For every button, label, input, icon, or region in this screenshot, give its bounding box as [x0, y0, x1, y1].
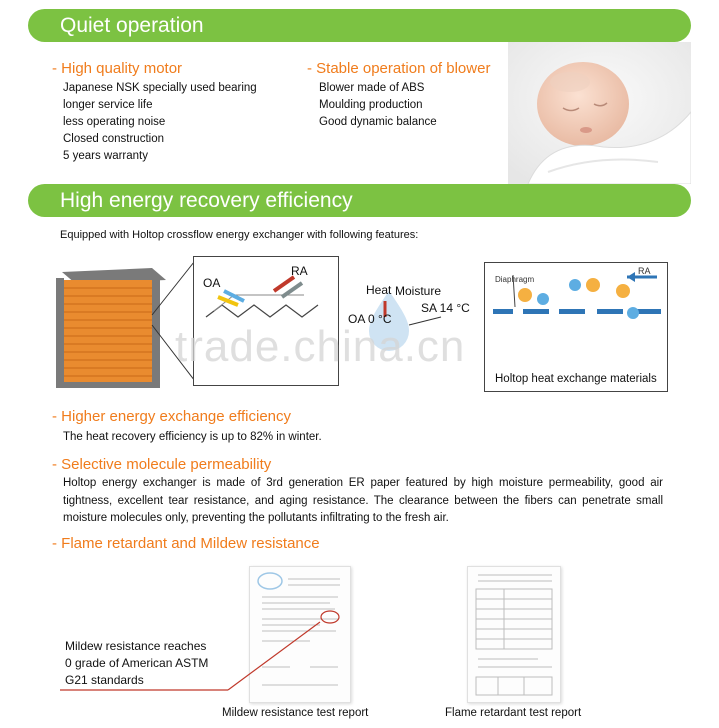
section-title: High energy recovery efficiency [60, 189, 353, 212]
feature-heading-motor: - High quality motor [52, 60, 183, 77]
list-item: less operating noise [63, 116, 166, 128]
ra-label-2: RA [638, 266, 651, 276]
sleeping-baby-image [508, 42, 691, 184]
materials-diagram [484, 262, 668, 392]
feature-text-efficiency: The heat recovery efficiency is up to 82% in winter. [63, 431, 322, 443]
section-banner-quiet [28, 9, 691, 42]
mildew-note-line: G21 standards [65, 673, 144, 687]
feature-heading-flame: - Flame retardant and Mildew resistance [52, 535, 320, 552]
heat-label: Heat [366, 283, 392, 297]
moisture-label: Moisture [395, 284, 442, 298]
sa-temp-label: SA 14 °C [421, 301, 470, 315]
flame-report-image [467, 566, 561, 703]
section-title: Quiet operation [60, 14, 204, 37]
mildew-note-line: Mildew resistance reaches [65, 639, 207, 653]
mildew-report-caption: Mildew resistance test report [222, 707, 369, 719]
oa-temp-label: OA 0 °C [348, 312, 392, 326]
diaphragm-label: Diaphragm [495, 275, 535, 284]
ra-label: RA [291, 264, 308, 278]
section-banner-energy [28, 184, 691, 217]
list-item: Closed construction [63, 133, 164, 145]
mildew-note-line: 0 grade of American ASTM [65, 656, 209, 670]
feature-heading-efficiency: - Higher energy exchange efficiency [52, 408, 292, 425]
list-item: Blower made of ABS [319, 82, 425, 94]
list-item: longer service life [63, 99, 153, 111]
list-item: Moulding production [319, 99, 423, 111]
oa-label: OA [203, 276, 221, 290]
intro-text: Equipped with Holtop crossflow energy exchanger with following features: [60, 229, 419, 241]
feature-text-permeability: Holtop energy exchanger is made of 3rd generation ER paper featured by high moisture permeability, good air tightness, excellent tear resistance, and aging resistance. The clearance between the fibers can penetrate small moisture molecules only, preventing the pollutants infiltrating to the fresh air. [63, 477, 663, 524]
watermark-text: trade.china.cn [175, 322, 466, 371]
feature-heading-permeability: - Selective molecule permeability [52, 456, 272, 473]
report-drawing [468, 567, 560, 702]
feature-heading-blower: - Stable operation of blower [307, 60, 491, 77]
flame-report-caption: Flame retardant test report [445, 707, 582, 719]
list-item: 5 years warranty [63, 150, 149, 162]
materials-caption: Holtop heat exchange materials [495, 373, 657, 385]
list-item: Japanese NSK specially used bearing [63, 82, 257, 94]
list-item: Good dynamic balance [319, 116, 437, 128]
